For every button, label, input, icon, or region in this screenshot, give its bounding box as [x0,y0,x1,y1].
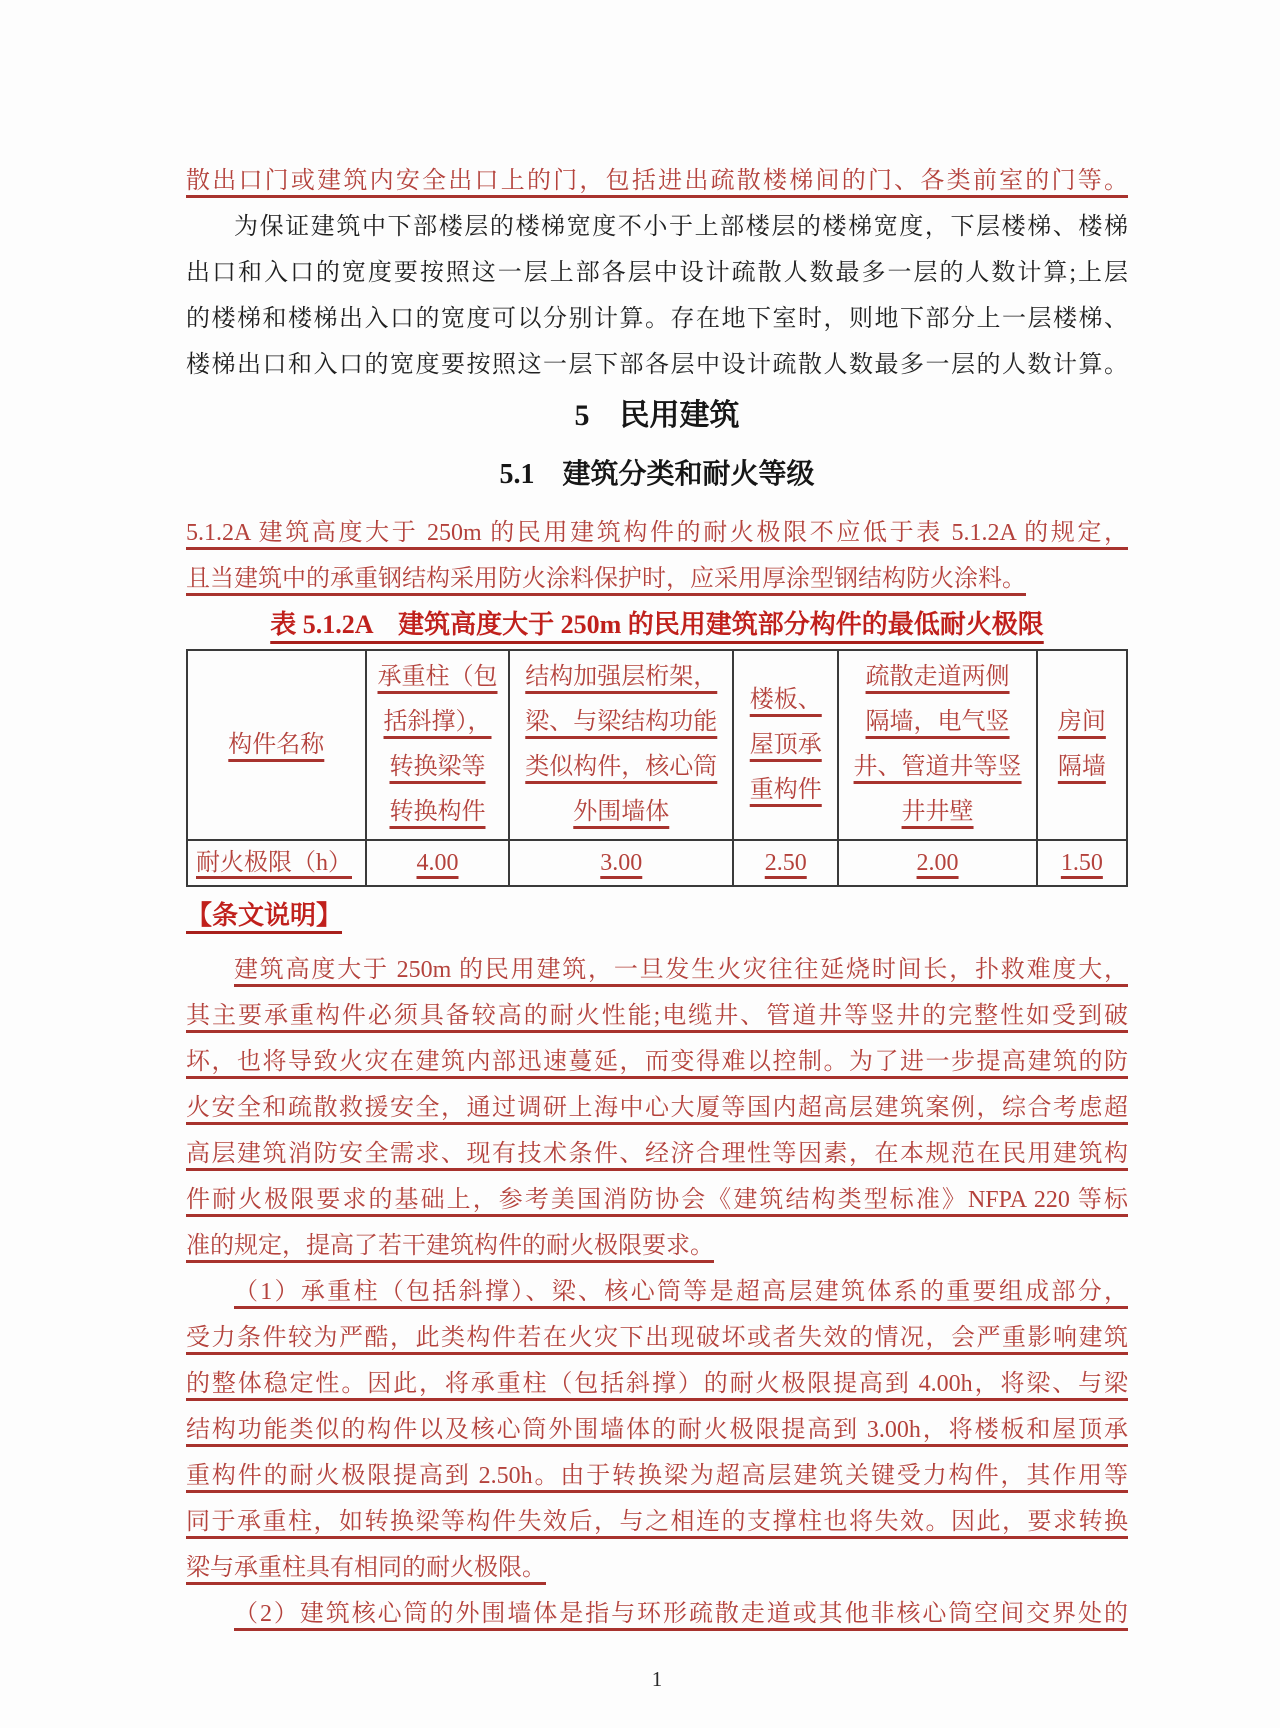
text-line: 隔墙 [1057,754,1106,780]
page-content [186,158,1128,1693]
text-line: 外围墙体 [573,799,670,825]
text-line: 结构加强层桁架， [525,664,718,690]
text-line: 的整体稳定性。因此，将承重柱（包括斜撑）的耐火极限提高到 4.00h，将梁、与梁 [186,1371,1128,1397]
col-header-floor-roof-members [733,650,838,840]
value-columns: 4.00 [366,840,510,886]
text-line: 件耐火极限要求的基础上，参考美国消防协会《建筑结构类型标准》NFPA 220 等标 [186,1187,1128,1213]
text-line: 受力条件较为严酷，此类构件若在火灾下出现破坏或者失效的情况，会严重影响建筑 [186,1325,1128,1351]
row-label-fire-resistance: 耐火极限（h） [187,840,366,886]
text-line: 楼板、 [749,686,822,713]
text-line: 转换构件 [389,799,486,825]
text-line: 构件名称 [228,731,325,758]
col-header-load-bearing-columns [366,650,510,840]
col-header-room-partition [1037,650,1127,840]
value-partition: 1.50 [1037,840,1127,886]
value-floor: 2.50 [733,840,838,886]
text-line: 井井壁 [901,799,974,825]
text-line: 出口和入口的宽度要按照这一层上部各层中设计疏散人数最多一层的人数计算;上层 [186,260,1128,286]
text-line: 梁、与梁结构功能 [525,709,718,735]
text-line: 括斜撑）， [383,709,492,735]
text-line: 建筑高度大于 250m 的民用建筑，一旦发生火灾往往延烧时间长，扑救难度大， [234,957,1128,983]
text-line: 为保证建筑中下部楼层的楼梯宽度不小于上部楼层的楼梯宽度，下层楼梯、楼梯 [234,214,1128,240]
text-line: 其主要承重构件必须具备较高的耐火性能;电缆井、管道井等竖井的完整性如受到破 [186,1003,1128,1029]
fire-resistance-table [186,649,1128,887]
value-trusses: 3.00 [509,840,733,886]
table-header-row [187,650,1127,840]
text-line: 结构功能类似的构件以及核心筒外围墙体的耐火极限提高到 3.00h，将楼板和屋顶承 [186,1417,1128,1443]
text-line: 的楼梯和楼梯出入口的宽度可以分别计算。存在地下室时，则地下部分上一层楼梯、 [186,306,1128,332]
paragraph-evacuation-doors [186,158,1128,204]
text-line: 疏散走道两侧 [865,664,1010,690]
text-line: 准的规定，提高了若干建筑构件的耐火极限要求。 [186,1233,714,1259]
table-title: 表 5.1.2A 建筑高度大于 250m 的民用建筑部分构件的最低耐火极限 [270,610,1044,639]
text-line: 重构件 [749,776,822,803]
text-line: 坏，也将导致火灾在建筑内部迅速蔓延，而变得难以控制。为了进一步提高建筑的防 [186,1049,1128,1075]
page-number: 1 [651,1667,663,1691]
col-header-strengthening-trusses [509,650,733,840]
text-line: 火安全和疏散救援安全，通过调研上海中心大厦等国内超高层建筑案例，综合考虑超 [186,1095,1128,1121]
table-value-row [187,840,1127,886]
commentary-para-1 [186,947,1128,1269]
text-line: 梁与承重柱具有相同的耐火极限。 [186,1555,546,1581]
text-line: 楼梯出口和入口的宽度要按照这一层下部各层中设计疏散人数最多一层的人数计算。 [186,352,1128,378]
text-line: 重构件的耐火极限提高到 2.50h。由于转换梁为超高层建筑关键受力构件，其作用等 [186,1463,1128,1489]
paragraph-stair-width [186,204,1128,388]
text-line: 5.1.2A 建筑高度大于 250m 的民用建筑构件的耐火极限不应低于表 5.1.2A 的规定， [186,520,1128,546]
text-line: 高层建筑消防安全需求、现有技术条件、经济合理性等因素，在本规范在民用建筑构 [186,1141,1128,1167]
commentary-label: 【条文说明】 [186,901,343,930]
value-shaft-walls: 2.00 [838,840,1036,886]
text-line: 屋顶承 [749,731,822,758]
col-header-component-name [187,650,366,840]
text-line: 类似构件，核心筒 [525,754,718,780]
commentary-section [186,947,1128,1637]
text-line: 隔墙，电气竖 [865,709,1010,735]
text-line: 房间 [1057,709,1106,735]
text-line: 散出口门或建筑内安全出口上的门，包括进出疏散楼梯间的门、各类前室的门等。 [186,168,1128,194]
text-line: 同于承重柱，如转换梁等构件失效后，与之相连的支撑柱也将失效。因此，要求转换 [186,1509,1128,1535]
section-heading: 5.1 建筑分类和耐火等级 [499,459,815,490]
commentary-para-2 [186,1269,1128,1591]
text-line: （1）承重柱（包括斜撑）、梁、核心筒等是超高层建筑体系的重要组成部分， [234,1279,1128,1305]
text-line: （2）建筑核心筒的外围墙体是指与环形疏散走道或其他非核心筒空间交界处的 [234,1601,1128,1627]
col-header-corridor-shaft-walls [838,650,1036,840]
clause-5-1-2A [186,510,1128,602]
text-line: 井、管道井等竖 [853,754,1022,780]
commentary-para-3 [186,1591,1128,1637]
text-line: 转换梁等 [389,754,486,780]
text-line: 承重柱（包 [377,664,498,690]
text-line: 且当建筑中的承重钢结构采用防火涂料保护时，应采用厚涂型钢结构防火涂料。 [186,566,1026,592]
chapter-heading: 5 民用建筑 [574,399,740,432]
